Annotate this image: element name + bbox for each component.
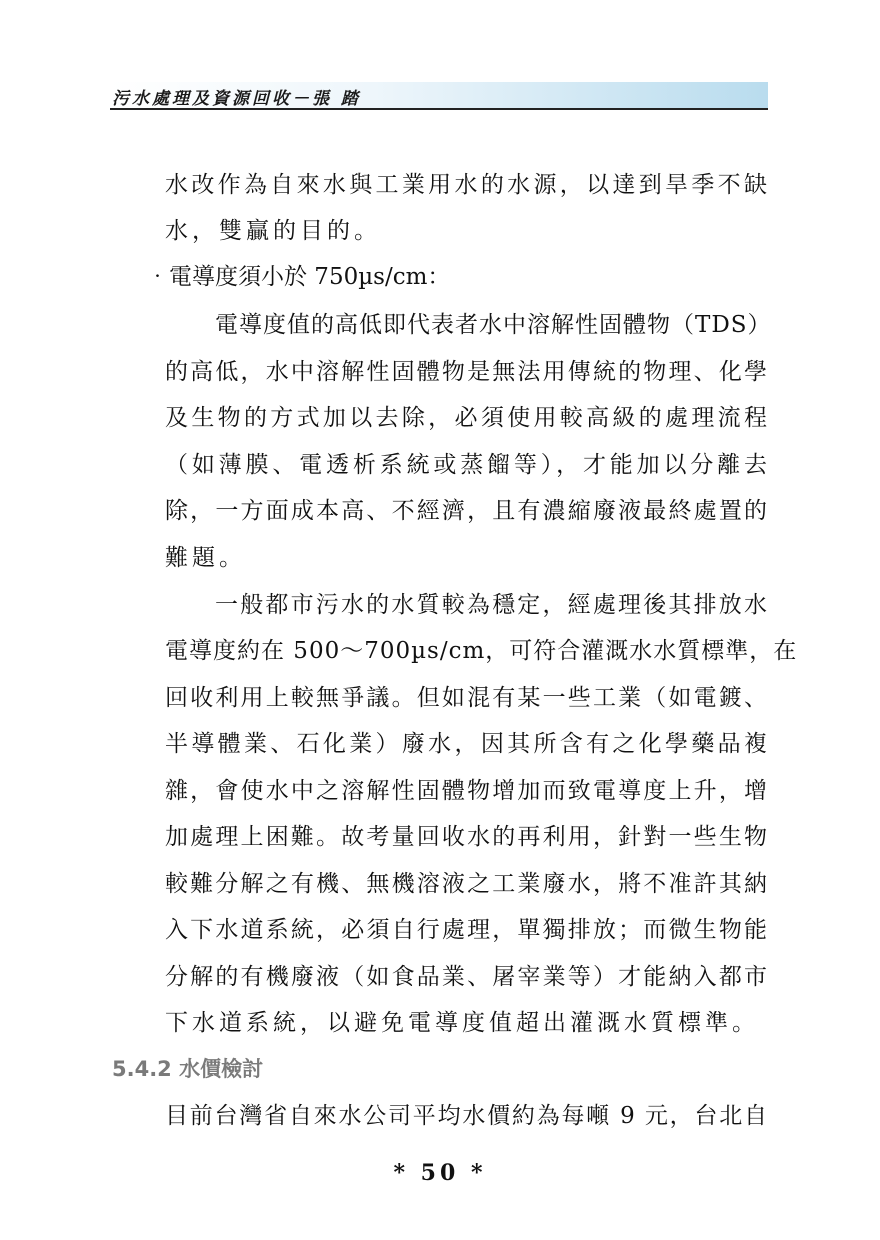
text-line: 的高低，水中溶解性固體物是無法用傳統的物理、化學: [165, 359, 768, 385]
text-line: 較難分解之有機、無機溶液之工業廢水，將不准許其納: [165, 871, 768, 897]
text-line: 電導度約在 500～700µs/cm，可符合灌溉水水質標準，在: [165, 638, 798, 664]
text-line: （如薄膜、電透析系統或蒸餾等），才能加以分離去: [165, 452, 768, 478]
text-line: 一般都市污水的水質較為穩定，經處理後其排放水: [215, 592, 768, 618]
text-line: 水，雙贏的目的。: [165, 218, 381, 244]
text-line: 半導體業、石化業）廢水，因其所含有之化學藥品複: [165, 731, 768, 757]
text-line: 及生物的方式加以去除，必須使用較高級的處理流程: [165, 405, 768, 431]
bullet-item-conductivity: ‧電導度須小於 750µs/cm：: [146, 264, 451, 290]
running-header: [110, 82, 768, 110]
header-title: 污水處理及資源回收－張 踏: [112, 89, 361, 109]
text-line: 除，一方面成本高、不經濟，且有濃縮廢液最終處置的: [165, 498, 768, 524]
text-line: 難題。: [165, 545, 246, 571]
text-line: 雜，會使水中之溶解性固體物增加而致電導度上升，增: [165, 778, 768, 804]
page-number: * 50 *: [393, 1160, 487, 1186]
text-line: 目前台灣省自來水公司平均水價約為每噸 9 元，台北自: [165, 1103, 768, 1129]
text-line: 下水道系統，以避免電導度值超出灌溉水質標準。: [165, 1010, 759, 1036]
text-line: 水改作為自來水與工業用水的水源，以達到旱季不缺: [165, 172, 768, 198]
text-line: 加處理上困難。故考量回收水的再利用，針對一些生物: [165, 824, 768, 850]
text-line: 回收利用上較無爭議。但如混有某一些工業（如電鍍、: [165, 685, 768, 711]
text-line: 分解的有機廢液（如食品業、屠宰業等）才能納入都市: [165, 964, 768, 990]
section-heading: 5.4.2 水價檢討: [112, 1057, 264, 1081]
text-line: 電導度值的高低即代表者水中溶解性固體物（TDS）: [215, 312, 772, 338]
text-line: 入下水道系統，必須自行處理，單獨排放；而微生物能: [165, 917, 768, 943]
